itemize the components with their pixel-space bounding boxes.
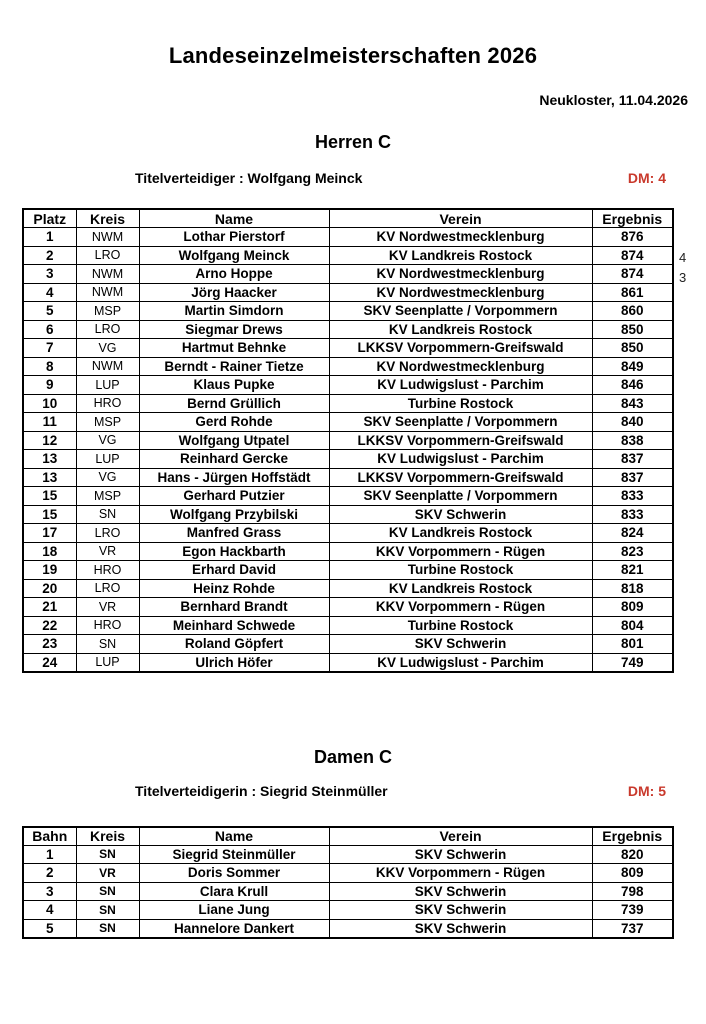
cell-ergebnis: 861 (592, 283, 673, 302)
cell-platz: 2 (23, 246, 76, 265)
cell-verein: KV Nordwestmecklenburg (329, 265, 592, 284)
cell-platz: 4 (23, 283, 76, 302)
section-herren-c (0, 132, 706, 673)
result-row (23, 598, 673, 617)
result-row (23, 653, 673, 672)
title-defender-label: Titelverteidiger : Wolfgang Meinck (135, 170, 363, 186)
column-header-bahn: Bahn (23, 827, 76, 846)
result-row (23, 542, 673, 561)
cell-name: Arno Hoppe (139, 265, 329, 284)
cell-ergebnis: 824 (592, 524, 673, 543)
column-header-ergebnis: Ergebnis (592, 827, 673, 846)
cell-name: Hannelore Dankert (139, 919, 329, 938)
cell-platz: 12 (23, 431, 76, 450)
result-row (23, 339, 673, 358)
title-defender-label: Titelverteidigerin : Siegrid Steinmüller (135, 782, 388, 799)
cell-name: Clara Krull (139, 882, 329, 901)
result-row (23, 413, 673, 432)
result-row (23, 376, 673, 395)
dm-qualifier-count: DM: 4 (627, 170, 666, 186)
cell-verein: KV Landkreis Rostock (329, 579, 592, 598)
column-header-name: Name (139, 827, 329, 846)
cell-kreis: MSP (76, 413, 139, 432)
cell-platz: 10 (23, 394, 76, 413)
cell-bahn: 4 (23, 901, 76, 920)
cell-name: Wolfgang Utpatel (139, 431, 329, 450)
cell-kreis: SN (76, 901, 139, 920)
result-row (23, 431, 673, 450)
cell-verein: KV Nordwestmecklenburg (329, 283, 592, 302)
cell-ergebnis: 838 (592, 431, 673, 450)
cell-ergebnis: 809 (592, 598, 673, 617)
result-row (23, 616, 673, 635)
cell-platz: 21 (23, 598, 76, 617)
cell-kreis: VR (76, 598, 139, 617)
cell-bahn: 3 (23, 882, 76, 901)
cell-kreis: SN (76, 845, 139, 864)
result-row (23, 468, 673, 487)
cell-name: Meinhard Schwede (139, 616, 329, 635)
result-row (23, 394, 673, 413)
cell-name: Berndt - Rainer Tietze (139, 357, 329, 376)
cell-name: Heinz Rohde (139, 579, 329, 598)
result-row (23, 246, 673, 265)
document-title: Landeseinzelmeisterschaften 2026 (168, 43, 538, 68)
cell-platz: 15 (23, 487, 76, 506)
cell-name: Doris Sommer (139, 864, 329, 883)
cell-name: Bernhard Brandt (139, 598, 329, 617)
cell-platz: 6 (23, 320, 76, 339)
column-header-kreis: Kreis (76, 209, 139, 228)
cell-kreis: HRO (76, 394, 139, 413)
cell-platz: 1 (23, 228, 76, 247)
cell-kreis: LUP (76, 450, 139, 469)
cell-verein: SKV Schwerin (329, 882, 592, 901)
cell-kreis: MSP (76, 302, 139, 321)
cell-kreis: LUP (76, 376, 139, 395)
cell-kreis: LRO (76, 524, 139, 543)
column-header-verein: Verein (329, 209, 592, 228)
result-row (23, 561, 673, 580)
cell-platz: 22 (23, 616, 76, 635)
cell-platz: 18 (23, 542, 76, 561)
column-header-ergebnis: Ergebnis (592, 209, 673, 228)
cell-platz: 24 (23, 653, 76, 672)
cell-verein: KV Ludwigslust - Parchim (329, 376, 592, 395)
result-row (23, 320, 673, 339)
cell-kreis: LRO (76, 246, 139, 265)
cell-verein: KV Landkreis Rostock (329, 246, 592, 265)
cell-verein: KKV Vorpommern - Rügen (329, 864, 592, 883)
cell-name: Jörg Haacker (139, 283, 329, 302)
cell-kreis: SN (76, 919, 139, 938)
dm-qualifier-count: DM: 5 (627, 782, 666, 799)
cell-ergebnis: 843 (592, 394, 673, 413)
cell-name: Roland Göpfert (139, 635, 329, 654)
header-row (23, 209, 673, 228)
cell-ergebnis: 833 (592, 505, 673, 524)
result-row (23, 579, 673, 598)
cell-name: Egon Hackbarth (139, 542, 329, 561)
cell-kreis: NWM (76, 228, 139, 247)
cell-kreis: MSP (76, 487, 139, 506)
cell-verein: KV Ludwigslust - Parchim (329, 450, 592, 469)
result-row (23, 864, 673, 883)
cell-kreis: HRO (76, 616, 139, 635)
result-row (23, 505, 673, 524)
cell-kreis: NWM (76, 283, 139, 302)
cell-verein: SKV Schwerin (329, 901, 592, 920)
cell-ergebnis: 821 (592, 561, 673, 580)
cell-platz: 11 (23, 413, 76, 432)
cell-platz: 20 (23, 579, 76, 598)
cell-name: Lothar Pierstorf (139, 228, 329, 247)
cell-name: Siegmar Drews (139, 320, 329, 339)
cell-name: Siegrid Steinmüller (139, 845, 329, 864)
tie-break-note: 4 (679, 250, 687, 265)
cell-kreis: LUP (76, 653, 139, 672)
cell-kreis: SN (76, 505, 139, 524)
cell-verein: SKV Schwerin (329, 919, 592, 938)
cell-verein: SKV Seenplatte / Vorpommern (329, 302, 592, 321)
cell-verein: KKV Vorpommern - Rügen (329, 542, 592, 561)
cell-ergebnis: 850 (592, 339, 673, 358)
cell-kreis: VG (76, 468, 139, 487)
results-table-herren (22, 208, 674, 673)
cell-platz: 15 (23, 505, 76, 524)
cell-platz: 23 (23, 635, 76, 654)
result-row (23, 302, 673, 321)
cell-name: Reinhard Gercke (139, 450, 329, 469)
cell-ergebnis: 840 (592, 413, 673, 432)
result-row (23, 635, 673, 654)
cell-ergebnis: 846 (592, 376, 673, 395)
cell-ergebnis: 739 (592, 901, 673, 920)
results-table-wrapper-herren (22, 208, 687, 673)
header-row (23, 827, 673, 846)
cell-verein: Turbine Rostock (329, 616, 592, 635)
cell-platz: 13 (23, 450, 76, 469)
cell-name: Liane Jung (139, 901, 329, 920)
result-row (23, 357, 673, 376)
cell-ergebnis: 801 (592, 635, 673, 654)
section-damen-c (0, 747, 706, 939)
column-header-verein: Verein (329, 827, 592, 846)
cell-verein: KV Landkreis Rostock (329, 320, 592, 339)
result-row (23, 845, 673, 864)
cell-bahn: 1 (23, 845, 76, 864)
cell-verein: KV Nordwestmecklenburg (329, 228, 592, 247)
tie-break-note: 3 (679, 270, 687, 285)
cell-ergebnis: 818 (592, 579, 673, 598)
cell-kreis: NWM (76, 265, 139, 284)
defender-row (135, 170, 666, 186)
cell-verein: KKV Vorpommern - Rügen (329, 598, 592, 617)
cell-kreis: NWM (76, 357, 139, 376)
cell-ergebnis: 798 (592, 882, 673, 901)
cell-ergebnis: 874 (592, 265, 673, 284)
cell-ergebnis: 823 (592, 542, 673, 561)
cell-platz: 7 (23, 339, 76, 358)
cell-kreis: LRO (76, 579, 139, 598)
result-row (23, 919, 673, 938)
cell-ergebnis: 837 (592, 468, 673, 487)
cell-verein: LKKSV Vorpommern-Greifswald (329, 431, 592, 450)
cell-name: Hans - Jürgen Hoffstädt (139, 468, 329, 487)
cell-platz: 17 (23, 524, 76, 543)
cell-name: Erhard David (139, 561, 329, 580)
cell-ergebnis: 874 (592, 246, 673, 265)
result-row (23, 524, 673, 543)
cell-verein: Turbine Rostock (329, 561, 592, 580)
cell-name: Manfred Grass (139, 524, 329, 543)
cell-kreis: SN (76, 882, 139, 901)
results-table-wrapper-damen (22, 826, 672, 939)
result-row (23, 228, 673, 247)
cell-verein: KV Landkreis Rostock (329, 524, 592, 543)
cell-name: Bernd Grüllich (139, 394, 329, 413)
cell-ergebnis: 850 (592, 320, 673, 339)
cell-verein: KV Nordwestmecklenburg (329, 357, 592, 376)
section-heading-damen: Damen C (313, 746, 393, 767)
cell-kreis: VR (76, 864, 139, 883)
cell-name: Gerhard Putzier (139, 487, 329, 506)
cell-platz: 3 (23, 265, 76, 284)
cell-kreis: SN (76, 635, 139, 654)
cell-kreis: VG (76, 431, 139, 450)
cell-verein: Turbine Rostock (329, 394, 592, 413)
result-row (23, 901, 673, 920)
cell-kreis: VG (76, 339, 139, 358)
cell-ergebnis: 876 (592, 228, 673, 247)
cell-platz: 19 (23, 561, 76, 580)
cell-ergebnis: 849 (592, 357, 673, 376)
result-row (23, 487, 673, 506)
cell-name: Hartmut Behnke (139, 339, 329, 358)
cell-kreis: VR (76, 542, 139, 561)
cell-verein: LKKSV Vorpommern-Greifswald (329, 468, 592, 487)
cell-name: Wolfgang Przybilski (139, 505, 329, 524)
cell-platz: 5 (23, 302, 76, 321)
cell-ergebnis: 737 (592, 919, 673, 938)
cell-platz: 9 (23, 376, 76, 395)
cell-verein: SKV Seenplatte / Vorpommern (329, 413, 592, 432)
cell-verein: SKV Schwerin (329, 505, 592, 524)
cell-kreis: LRO (76, 320, 139, 339)
section-heading-herren: Herren C (314, 132, 392, 152)
cell-name: Ulrich Höfer (139, 653, 329, 672)
cell-name: Wolfgang Meinck (139, 246, 329, 265)
cell-name: Martin Simdorn (139, 302, 329, 321)
cell-name: Gerd Rohde (139, 413, 329, 432)
cell-ergebnis: 833 (592, 487, 673, 506)
result-row (23, 450, 673, 469)
column-header-kreis: Kreis (76, 827, 139, 846)
date-location-line: Neukloster, 11.04.2026 (539, 92, 688, 108)
result-row (23, 882, 673, 901)
cell-bahn: 2 (23, 864, 76, 883)
cell-ergebnis: 804 (592, 616, 673, 635)
defender-row (135, 783, 666, 799)
cell-verein: SKV Schwerin (329, 635, 592, 654)
cell-platz: 13 (23, 468, 76, 487)
cell-ergebnis: 809 (592, 864, 673, 883)
cell-ergebnis: 820 (592, 845, 673, 864)
cell-ergebnis: 837 (592, 450, 673, 469)
cell-ergebnis: 860 (592, 302, 673, 321)
results-table-damen (22, 826, 674, 939)
result-row (23, 265, 673, 284)
result-row (23, 283, 673, 302)
cell-verein: SKV Seenplatte / Vorpommern (329, 487, 592, 506)
cell-verein: SKV Schwerin (329, 845, 592, 864)
cell-bahn: 5 (23, 919, 76, 938)
cell-verein: KV Ludwigslust - Parchim (329, 653, 592, 672)
cell-kreis: HRO (76, 561, 139, 580)
cell-ergebnis: 749 (592, 653, 673, 672)
column-header-name: Name (139, 209, 329, 228)
cell-name: Klaus Pupke (139, 376, 329, 395)
cell-verein: LKKSV Vorpommern-Greifswald (329, 339, 592, 358)
cell-platz: 8 (23, 357, 76, 376)
column-header-platz: Platz (23, 209, 76, 228)
